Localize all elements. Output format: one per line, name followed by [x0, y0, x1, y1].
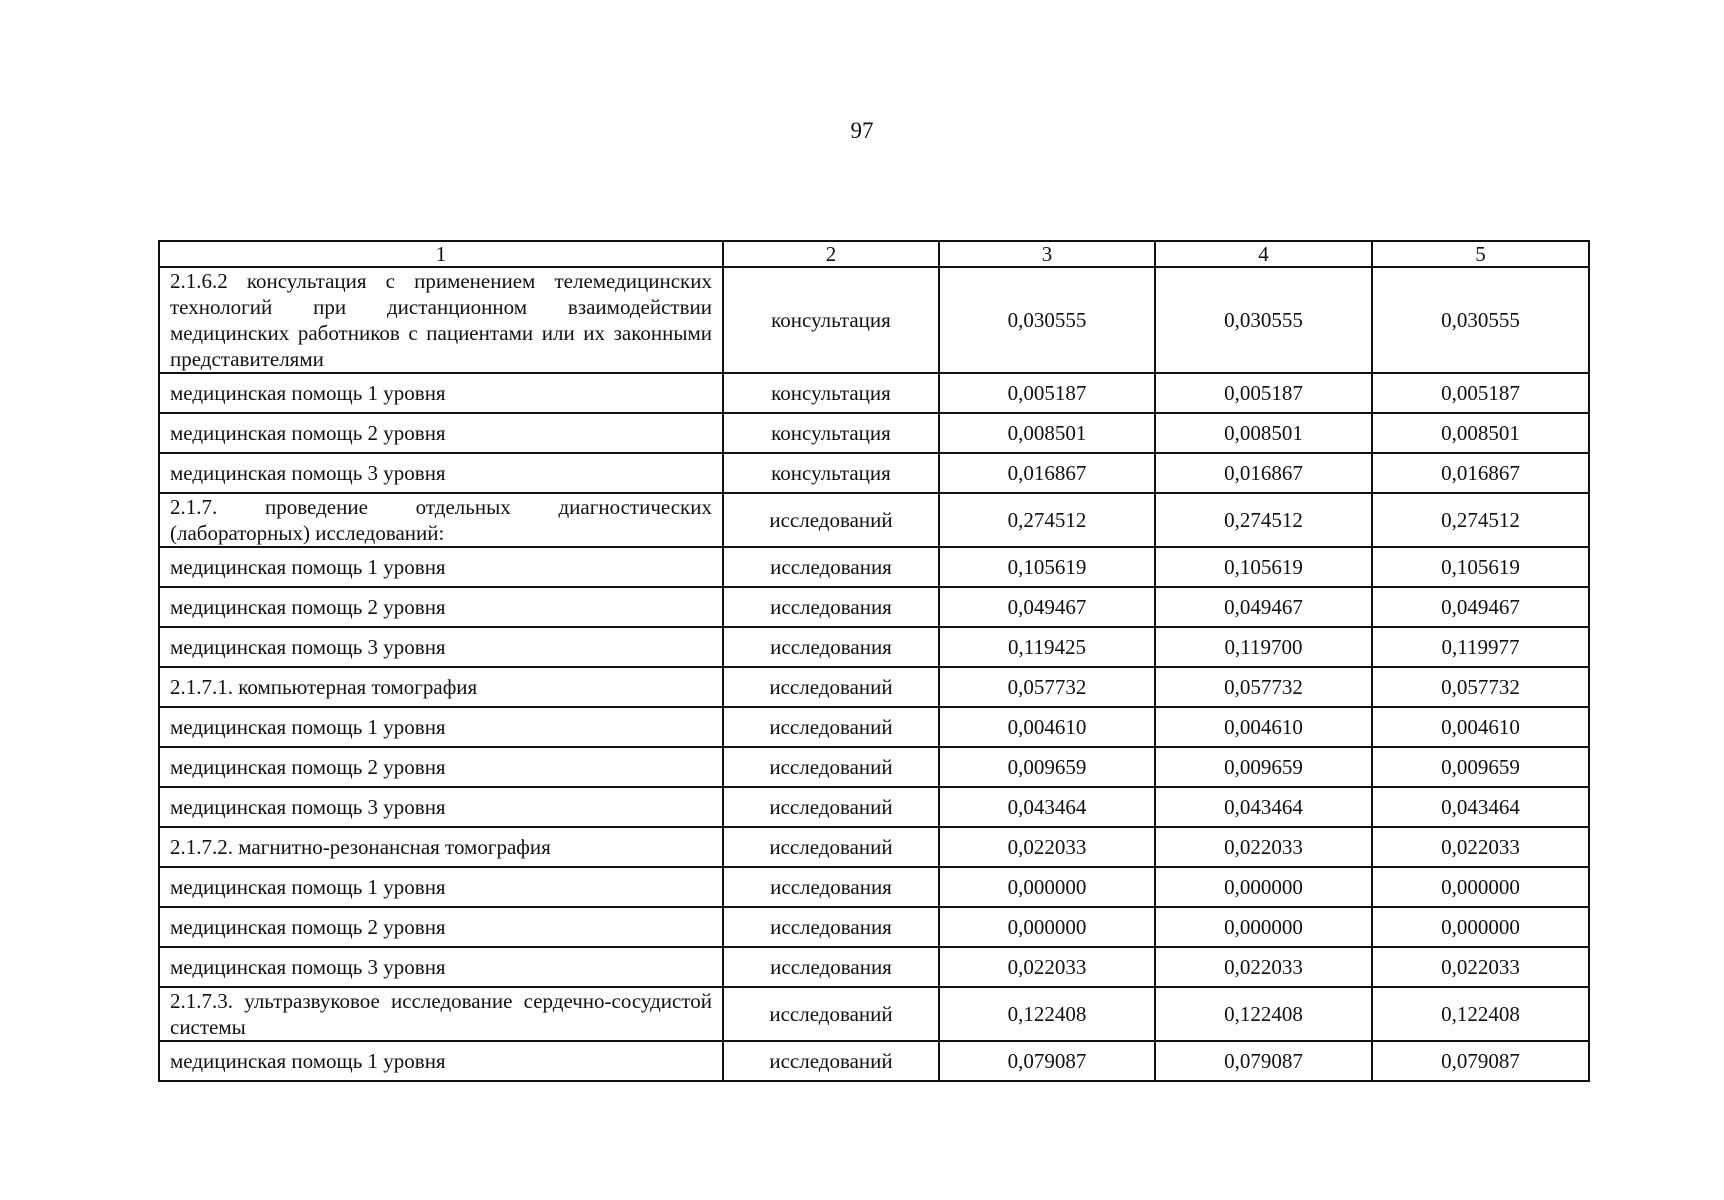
row-name: медицинская помощь 1 уровня	[159, 373, 723, 413]
row-value-5: 0,057732	[1372, 667, 1589, 707]
row-value-4: 0,057732	[1155, 667, 1372, 707]
row-value-3: 0,049467	[939, 587, 1155, 627]
table-row	[159, 707, 1589, 747]
row-value-5: 0,009659	[1372, 747, 1589, 787]
row-value-4: 0,030555	[1155, 267, 1372, 373]
row-value-3: 0,057732	[939, 667, 1155, 707]
row-value-3: 0,009659	[939, 747, 1155, 787]
row-unit: исследований	[723, 827, 939, 867]
table-row	[159, 947, 1589, 987]
row-unit: исследований	[723, 787, 939, 827]
row-name: медицинская помощь 2 уровня	[159, 907, 723, 947]
row-name: медицинская помощь 1 уровня	[159, 1041, 723, 1081]
row-name: медицинская помощь 1 уровня	[159, 707, 723, 747]
row-value-5: 0,049467	[1372, 587, 1589, 627]
row-value-5: 0,008501	[1372, 413, 1589, 453]
row-unit: исследований	[723, 493, 939, 547]
row-value-4: 0,008501	[1155, 413, 1372, 453]
table-row	[159, 413, 1589, 453]
row-value-3: 0,000000	[939, 867, 1155, 907]
row-name: 2.1.7.2. магнитно-резонансная томография	[159, 827, 723, 867]
row-name: медицинская помощь 1 уровня	[159, 547, 723, 587]
row-name: 2.1.7.1. компьютерная томография	[159, 667, 723, 707]
row-value-4: 0,022033	[1155, 947, 1372, 987]
page-number: 97	[850, 118, 874, 143]
row-value-3: 0,022033	[939, 947, 1155, 987]
row-name: медицинская помощь 2 уровня	[159, 747, 723, 787]
row-unit: исследования	[723, 587, 939, 627]
row-value-5: 0,274512	[1372, 493, 1589, 547]
row-unit: исследований	[723, 1041, 939, 1081]
row-value-4: 0,274512	[1155, 493, 1372, 547]
row-value-4: 0,005187	[1155, 373, 1372, 413]
row-value-3: 0,079087	[939, 1041, 1155, 1081]
row-value-5: 0,004610	[1372, 707, 1589, 747]
row-value-5: 0,043464	[1372, 787, 1589, 827]
row-value-4: 0,049467	[1155, 587, 1372, 627]
row-name: медицинская помощь 1 уровня	[159, 867, 723, 907]
row-value-3: 0,016867	[939, 453, 1155, 493]
row-name: 2.1.7. проведение отдельных диагностических (лабораторных) исследований:	[159, 493, 723, 547]
row-value-4: 0,119700	[1155, 627, 1372, 667]
row-value-3: 0,274512	[939, 493, 1155, 547]
column-header-4: 4	[1155, 241, 1372, 267]
row-unit: исследований	[723, 747, 939, 787]
row-name: медицинская помощь 2 уровня	[159, 413, 723, 453]
row-value-5: 0,022033	[1372, 827, 1589, 867]
row-value-3: 0,030555	[939, 267, 1155, 373]
row-value-4: 0,079087	[1155, 1041, 1372, 1081]
row-value-4: 0,004610	[1155, 707, 1372, 747]
table-row	[159, 547, 1589, 587]
row-value-4: 0,000000	[1155, 867, 1372, 907]
row-value-4: 0,043464	[1155, 787, 1372, 827]
row-value-3: 0,000000	[939, 907, 1155, 947]
table-row	[159, 827, 1589, 867]
table-row	[159, 373, 1589, 413]
row-value-5: 0,079087	[1372, 1041, 1589, 1081]
row-value-3: 0,105619	[939, 547, 1155, 587]
header-row	[159, 241, 1589, 267]
row-value-3: 0,122408	[939, 987, 1155, 1041]
row-unit: консультация	[723, 413, 939, 453]
row-value-3: 0,043464	[939, 787, 1155, 827]
row-value-4: 0,022033	[1155, 827, 1372, 867]
row-value-5: 0,122408	[1372, 987, 1589, 1041]
row-value-5: 0,000000	[1372, 867, 1589, 907]
table-row	[159, 867, 1589, 907]
row-unit: исследования	[723, 547, 939, 587]
row-value-3: 0,022033	[939, 827, 1155, 867]
row-value-5: 0,030555	[1372, 267, 1589, 373]
row-unit: исследований	[723, 987, 939, 1041]
row-value-5: 0,016867	[1372, 453, 1589, 493]
row-value-4: 0,105619	[1155, 547, 1372, 587]
table-row	[159, 453, 1589, 493]
row-unit: исследования	[723, 627, 939, 667]
row-value-3: 0,005187	[939, 373, 1155, 413]
row-unit: консультация	[723, 453, 939, 493]
row-name: 2.1.7.3. ультразвуковое исследование сердечно-сосудистой системы	[159, 987, 723, 1041]
row-name: 2.1.6.2 консультация с применением телемедицинских технологий при дистанционном взаимодействии медицинских работников с пациентами или их законными представителями	[159, 267, 723, 373]
row-unit: исследований	[723, 667, 939, 707]
column-header-1: 1	[159, 241, 723, 267]
row-value-4: 0,016867	[1155, 453, 1372, 493]
table-row	[159, 907, 1589, 947]
row-name: медицинская помощь 3 уровня	[159, 947, 723, 987]
table-row	[159, 747, 1589, 787]
row-value-3: 0,008501	[939, 413, 1155, 453]
row-value-5: 0,119977	[1372, 627, 1589, 667]
table-row	[159, 627, 1589, 667]
row-unit: исследования	[723, 947, 939, 987]
row-unit: исследований	[723, 707, 939, 747]
row-value-5: 0,022033	[1372, 947, 1589, 987]
table-row	[159, 267, 1589, 373]
table-row	[159, 493, 1589, 547]
row-unit: исследования	[723, 867, 939, 907]
row-value-5: 0,105619	[1372, 547, 1589, 587]
row-unit: консультация	[723, 267, 939, 373]
column-header-5: 5	[1372, 241, 1589, 267]
table-row	[159, 987, 1589, 1041]
row-value-5: 0,000000	[1372, 907, 1589, 947]
row-name: медицинская помощь 3 уровня	[159, 453, 723, 493]
table-row	[159, 667, 1589, 707]
row-unit: исследования	[723, 907, 939, 947]
row-value-5: 0,005187	[1372, 373, 1589, 413]
row-unit: консультация	[723, 373, 939, 413]
row-value-4: 0,000000	[1155, 907, 1372, 947]
row-value-4: 0,122408	[1155, 987, 1372, 1041]
row-name: медицинская помощь 2 уровня	[159, 587, 723, 627]
table-row	[159, 1041, 1589, 1081]
row-name: медицинская помощь 3 уровня	[159, 627, 723, 667]
column-header-2: 2	[723, 241, 939, 267]
table-row	[159, 787, 1589, 827]
row-value-3: 0,119425	[939, 627, 1155, 667]
row-value-4: 0,009659	[1155, 747, 1372, 787]
column-header-3: 3	[939, 241, 1155, 267]
data-table	[158, 240, 1590, 1082]
row-value-3: 0,004610	[939, 707, 1155, 747]
table-row	[159, 587, 1589, 627]
row-name: медицинская помощь 3 уровня	[159, 787, 723, 827]
